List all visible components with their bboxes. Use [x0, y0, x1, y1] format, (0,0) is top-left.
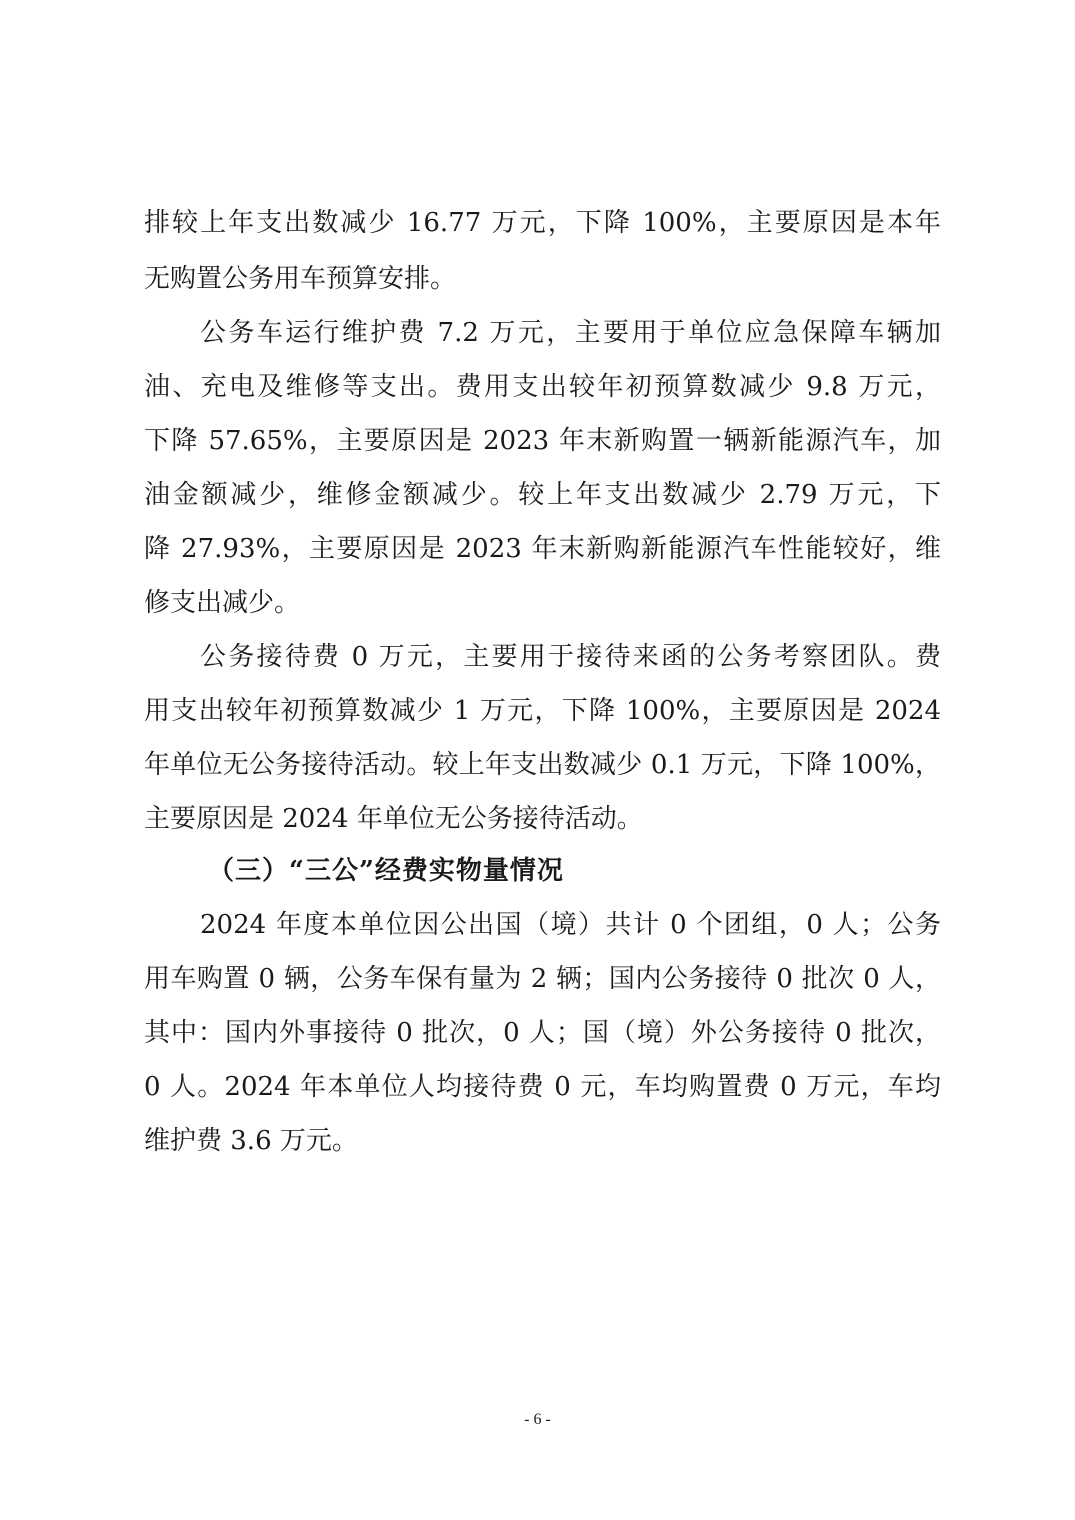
paragraph-3-line-3: 年单位无公务接待活动。较上年支出数减少 0.1 万元，下降 100%， [144, 750, 941, 780]
paragraph-1-line-1: 排较上年支出数减少 16.77 万元，下降 100%，主要原因是本年 [144, 208, 941, 238]
paragraph-4-line-5: 维护费 3.6 万元。 [144, 1126, 358, 1156]
page-number: - 6 - [524, 1411, 551, 1428]
paragraph-2-line-1: 公务车运行维护费 7.2 万元，主要用于单位应急保障车辆加 [200, 318, 941, 348]
paragraph-4-line-4: 0 人。2024 年本单位人均接待费 0 元，车均购置费 0 万元，车均 [144, 1072, 941, 1102]
paragraph-3-line-1: 公务接待费 0 万元，主要用于接待来函的公务考察团队。费 [200, 642, 941, 672]
paragraph-2-line-3: 下降 57.65%，主要原因是 2023 年末新购置一辆新能源汽车，加 [144, 426, 941, 456]
paragraph-1-line-2: 无购置公务用车预算安排。 [144, 264, 457, 294]
paragraph-2-line-6: 修支出减少。 [144, 588, 301, 618]
paragraph-4-line-3: 其中：国内外事接待 0 批次，0 人；国（境）外公务接待 0 批次， [144, 1018, 941, 1048]
paragraph-4-line-1: 2024 年度本单位因公出国（境）共计 0 个团组，0 人；公务 [200, 910, 941, 940]
paragraph-3-line-2: 用支出较年初预算数减少 1 万元，下降 100%，主要原因是 2024 [144, 696, 941, 726]
paragraph-4-line-2: 用车购置 0 辆，公务车保有量为 2 辆；国内公务接待 0 批次 0 人， [144, 964, 941, 994]
paragraph-2-line-4: 油金额减少，维修金额减少。较上年支出数减少 2.79 万元，下 [144, 480, 941, 510]
section-heading: （三）“三公”经费实物量情况 [208, 856, 564, 886]
paragraph-3-line-4: 主要原因是 2024 年单位无公务接待活动。 [144, 804, 643, 834]
paragraph-2-line-5: 降 27.93%，主要原因是 2023 年末新购新能源汽车性能较好，维 [144, 534, 941, 564]
paragraph-2-line-2: 油、充电及维修等支出。费用支出较年初预算数减少 9.8 万元， [144, 372, 941, 402]
